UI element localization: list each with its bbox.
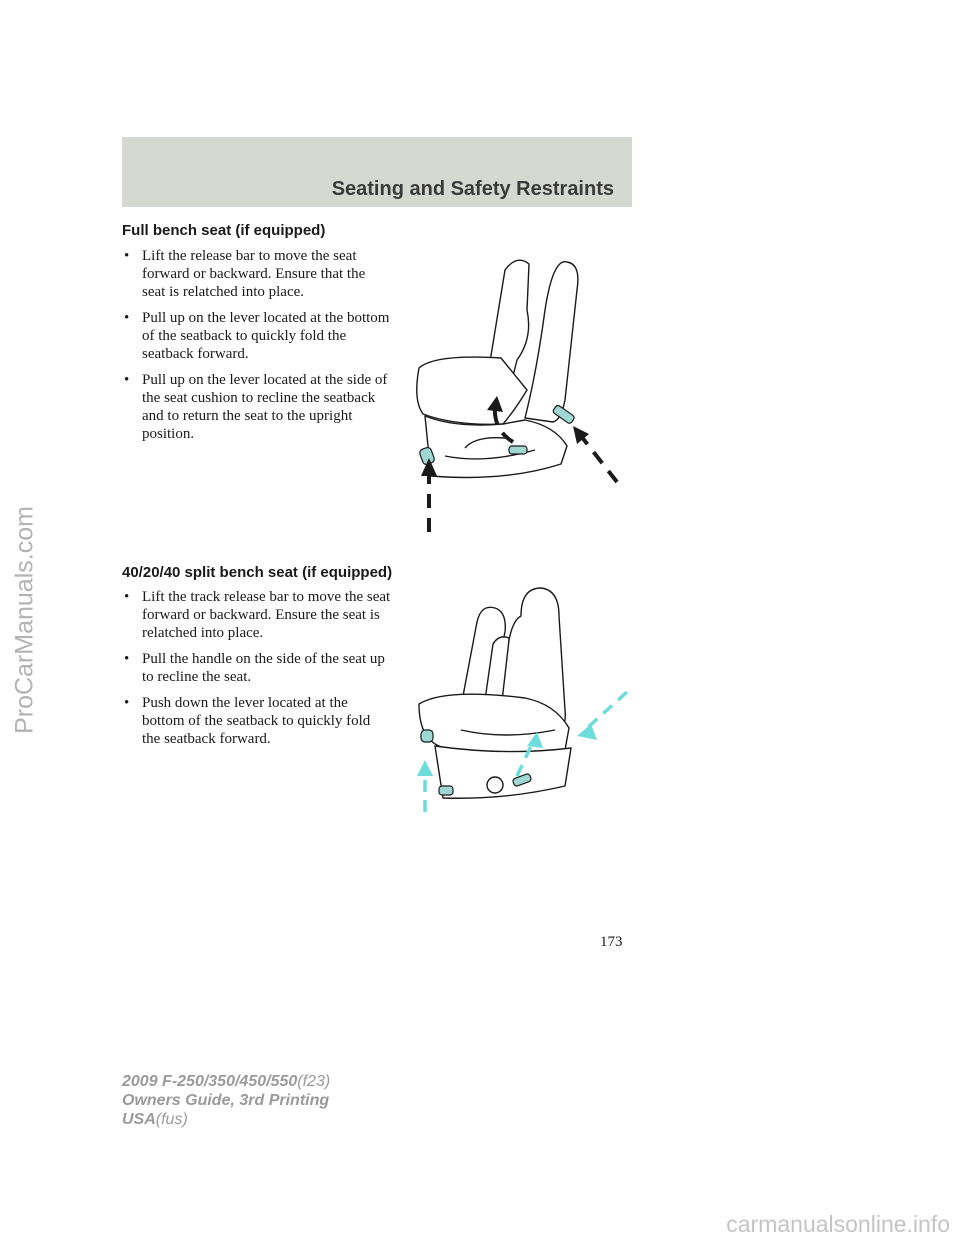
list-item-text: Push down the lever located at the bottom of the seatback to quickly fold the seatback forward. [142,695,371,747]
split-bench-seat-illustration [405,580,635,815]
arrow-diagonal-right [585,692,627,730]
track-release-lever [439,786,453,795]
bullet-icon: • [124,248,130,264]
bottom-watermark: carmanualsonline.info [726,1211,950,1237]
page-number: 173 [600,934,623,950]
header-band [122,137,632,207]
side-handle [421,730,433,742]
list-item [122,588,392,642]
footer-model-code: (f23) [297,1073,331,1090]
footer-line-3 [122,1110,330,1129]
fold-lever [509,446,527,454]
seat-adjust-knob [487,777,503,793]
footer-guide: Owners Guide, 3rd Printing [122,1092,330,1109]
side-watermark [4,330,46,910]
bullet-icon: • [124,372,130,388]
list-item-text: Pull up on the lever located at the side of the seat cushion to recline the seatback and to return the seat to the upright position. [142,372,388,442]
list-item [122,371,392,443]
list-item [122,694,392,748]
arrow-diagonal-right [581,436,617,482]
full-bench-heading: Full bench seat (if equipped) [122,222,326,239]
footer-line-1 [122,1072,330,1091]
list-item-text: Pull up on the lever located at the bottom of the seatback to quickly fold the seatback forward. [142,310,390,362]
seat-base [425,416,567,478]
list-item-text: Pull the handle on the side of the seat up to recline the seat. [142,651,385,685]
footer-market: USA [122,1111,156,1128]
side-watermark-text: ProCarManuals.com [10,506,39,734]
seat-base [435,746,571,798]
list-item [122,650,392,686]
full-bench-bullet-list [122,247,392,451]
bullet-icon: • [124,695,130,711]
footer-model: 2009 F-250/350/450/550 [122,1073,298,1090]
list-item [122,247,392,301]
split-bench-heading: 40/20/40 split bench seat (if equipped) [122,564,393,581]
list-item-text: Lift the track release bar to move the seat forward or backward. Ensure the seat is relatched into place. [142,589,391,641]
bullet-icon: • [124,589,130,605]
split-bench-bullet-list [122,588,392,756]
list-item-text: Lift the release bar to move the seat forward or backward. Ensure that the seat is relatched into place. [142,248,366,300]
footer [122,1072,330,1129]
bullet-icon: • [124,310,130,326]
full-bench-seat-illustration [405,250,635,540]
seatback-right [525,262,578,422]
bullet-icon: • [124,651,130,667]
section-title: Seating and Safety Restraints [331,178,614,200]
footer-market-code: (fus) [155,1111,188,1128]
list-item [122,309,392,363]
